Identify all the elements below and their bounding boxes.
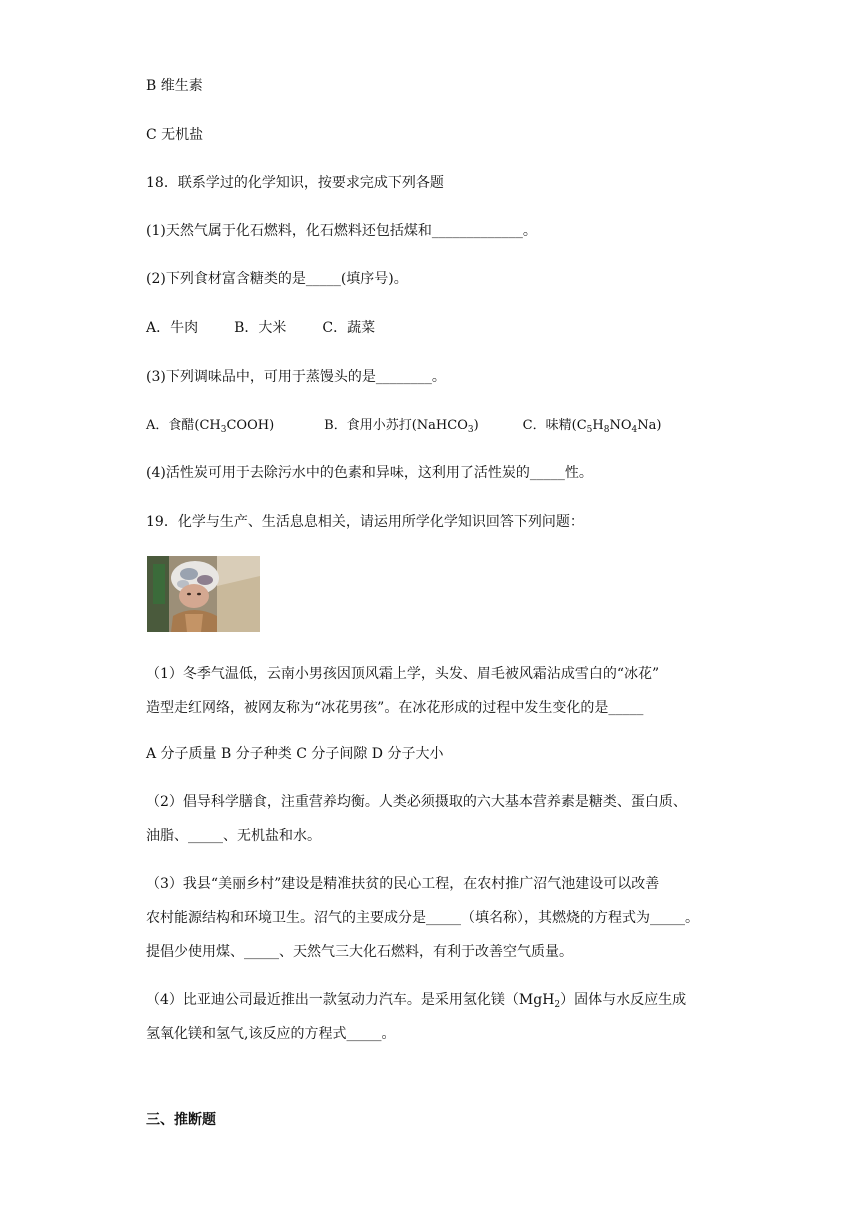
option-c-vegetables: C．蔬菜: [322, 320, 376, 336]
question-19-part-4-line-2: 氢氧化镁和氢气,该反应的方程式_____。: [146, 1026, 396, 1042]
question-19-part-2-line-1: （2）倡导科学膳食，注重营养均衡。人类必须摄取的六大基本营养素是糖类、蛋白质、: [146, 794, 687, 810]
option-c-msg: C．味精$(C_5H_8NO_4Na)$: [522, 418, 662, 435]
option-c-inorganic-salt: C 无机盐: [146, 127, 204, 143]
question-19-part-3-line-3: 提倡少使用煤、_____、天然气三大化石燃料，有利于改善空气质量。: [146, 944, 573, 960]
question-19-part-2-line-2: 油脂、_____、无机盐和水。: [146, 828, 321, 844]
option-b-rice: B．大米: [234, 320, 287, 336]
question-18-part-3-options: [146, 416, 661, 440]
question-19-part-3-line-2: 农村能源结构和环境卫生。沼气的主要成分是_____（填名称），其燃烧的方程式为_____。: [146, 910, 699, 926]
question-18-part-1: (1)天然气属于化石燃料，化石燃料还包括煤和_____________。: [146, 223, 537, 239]
option-a-vinegar: A．食醋$(CH_3COOH)$: [146, 418, 275, 435]
question-18-part-2-options: [146, 318, 375, 338]
option-a-beef: A．牛肉: [146, 320, 199, 336]
question-19-title: 19．化学与生产、生活息息相关，请运用所学化学知识回答下列问题：: [146, 514, 584, 530]
option-b-baking-soda: B．食用小苏打(NaHCO$_3$): [324, 418, 479, 435]
question-18-part-3: (3)下列调味品中，可用于蒸馒头的是________。: [146, 369, 446, 385]
question-18-part-2: (2)下列食材富含糖类的是_____(填序号)。: [146, 271, 408, 287]
question-18-part-4: (4)活性炭可用于去除污水中的色素和异味，这利用了活性炭的_____性。: [146, 465, 593, 481]
ice-flower-boy-photo: [147, 556, 260, 632]
question-18-title: 18．联系学过的化学知识，按要求完成下列各题: [146, 175, 444, 191]
section-heading-inference: 三、推断题: [146, 1112, 216, 1128]
option-b-vitamin: B 维生素: [146, 78, 203, 94]
question-19-part-1-options: A 分子质量 B 分子种类 C 分子间隙 D 分子大小: [146, 746, 444, 762]
question-19-part-3-line-1: （3）我县“美丽乡村”建设是精准扶贫的民心工程，在农村推广沼气池建设可以改善: [146, 876, 660, 892]
question-19-part-1-line-1: （1）冬季气温低，云南小男孩因顶风霜上学，头发、眉毛被风霜沾成雪白的“冰花”: [146, 666, 660, 682]
question-19-part-4-line-1: （4）比亚迪公司最近推出一款氢动力汽车。是采用氢化镁（MgH$_2$）固体与水反应生成: [146, 992, 687, 1010]
question-19-part-1-line-2: 造型走红网络，被网友称为“冰花男孩”。在冰花形成的过程中发生变化的是_____: [146, 700, 644, 716]
